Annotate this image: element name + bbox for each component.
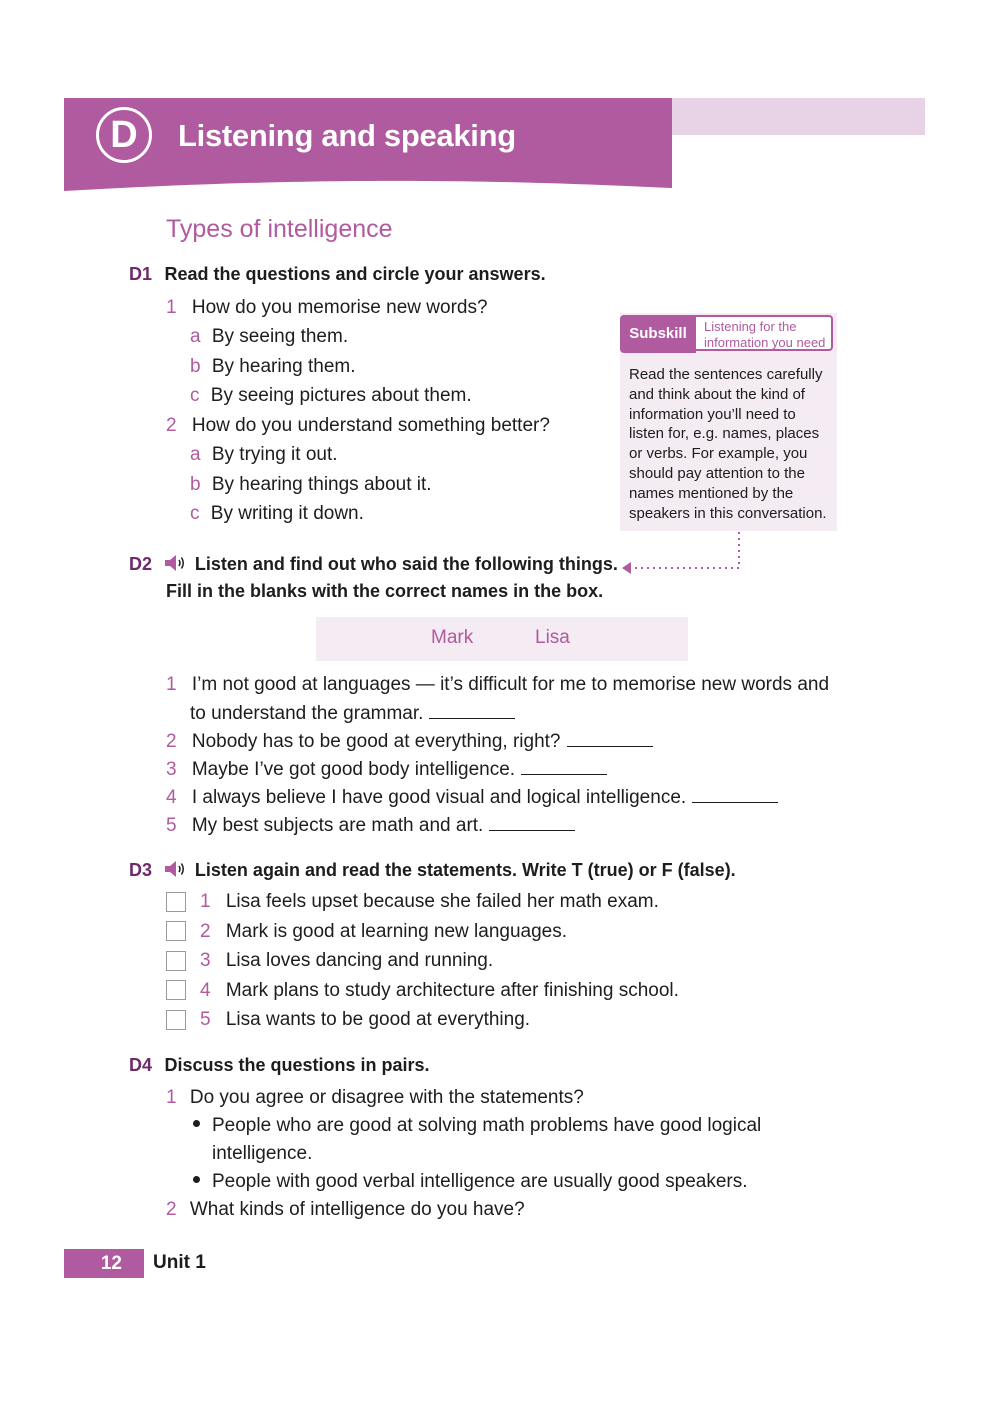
page-title: Listening and speaking — [178, 118, 516, 153]
question-text: What kinds of intelligence do you have? — [189, 1199, 525, 1220]
item-number: 2 — [200, 921, 211, 942]
subskill-text-line: information you’ll need to — [629, 405, 796, 423]
name-box — [316, 617, 688, 661]
d4-title: Discuss the questions in pairs. — [164, 1055, 430, 1075]
item-text: My best subjects are math and art. — [191, 815, 484, 836]
d3-title: Listen again and read the statements. Write T (true) or F (false). — [194, 860, 736, 880]
option-text: By hearing them. — [211, 356, 356, 377]
speaker-icon[interactable] — [164, 859, 186, 879]
d3-item — [200, 1009, 530, 1031]
option-letter: c — [190, 503, 200, 524]
bullet-text: People with good verbal intelligence are usually good speakers. — [212, 1171, 748, 1192]
d3-item — [200, 950, 493, 972]
d4-question — [166, 1087, 584, 1109]
subskill-text-line: names mentioned by the — [629, 484, 794, 502]
subskill-text-line: Read the sentences carefully — [629, 366, 823, 383]
answer-blank[interactable] — [521, 758, 607, 775]
question-number: 2 — [166, 1199, 177, 1220]
answer-blank[interactable] — [489, 814, 575, 831]
name-option: Lisa — [535, 627, 570, 648]
d1-question — [166, 297, 488, 319]
d4-number: D4 — [129, 1055, 153, 1075]
unit-label: Unit 1 — [153, 1252, 206, 1273]
d4-question — [166, 1199, 525, 1221]
item-number: 1 — [166, 674, 177, 695]
option-letter: b — [190, 356, 201, 377]
option-text: By hearing things about it. — [211, 474, 432, 495]
d4-heading — [129, 1055, 430, 1076]
subskill-text-line: speakers in this conversation. — [629, 504, 827, 522]
d2-item — [166, 814, 575, 837]
item-text: Lisa feels upset because she failed her math exam. — [225, 891, 659, 912]
subskill-label-line: Listening for the — [704, 319, 797, 334]
d2-item — [166, 730, 653, 753]
answer-blank[interactable] — [429, 702, 515, 719]
item-text: Lisa wants to be good at everything. — [225, 1009, 531, 1030]
subskill-tag: Subskill — [620, 315, 696, 353]
item-text: Lisa loves dancing and running. — [225, 950, 494, 971]
item-text: I always believe I have good visual and logical intelligence. — [191, 787, 687, 808]
option-letter: b — [190, 474, 201, 495]
d3-item — [200, 921, 567, 943]
d3-number: D3 — [129, 860, 153, 880]
item-number: 4 — [200, 980, 211, 1001]
answer-blank[interactable] — [692, 786, 778, 803]
item-number: 5 — [200, 1009, 211, 1030]
d4-bullet — [193, 1115, 761, 1137]
d1-title: Read the questions and circle your answers. — [164, 264, 546, 284]
d4-bullet-continued — [212, 1143, 312, 1165]
subskill-text-line: listen for, e.g. names, places — [629, 425, 820, 443]
answer-checkbox[interactable] — [166, 921, 186, 941]
item-number: 3 — [166, 759, 177, 780]
d1-option[interactable] — [190, 326, 348, 348]
d1-option[interactable] — [190, 385, 472, 407]
answer-checkbox[interactable] — [166, 1010, 186, 1030]
subskill-text-line: should pay attention to the — [629, 464, 805, 482]
item-text: Mark plans to study architecture after finishing school. — [225, 980, 679, 1001]
d2-title: Listen and find out who said the following things. — [194, 554, 618, 574]
page-subtitle: Types of intelligence — [166, 215, 393, 243]
question-number: 1 — [166, 297, 177, 318]
answer-checkbox[interactable] — [166, 980, 186, 1000]
d1-number: D1 — [129, 264, 153, 284]
option-text: By seeing pictures about them. — [210, 385, 472, 406]
d1-question — [166, 415, 550, 437]
option-letter: a — [190, 326, 201, 347]
d2-item — [166, 758, 607, 781]
option-text: By trying it out. — [211, 444, 338, 465]
d2-item — [166, 674, 829, 696]
answer-blank[interactable] — [567, 730, 653, 747]
option-text: By writing it down. — [210, 503, 364, 524]
d3-item — [200, 980, 679, 1002]
option-letter: a — [190, 444, 201, 465]
subskill-text — [629, 365, 834, 523]
item-number: 2 — [166, 731, 177, 752]
d1-option[interactable] — [190, 444, 338, 466]
bullet-icon — [193, 1120, 200, 1127]
item-text: Nobody has to be good at everything, right? — [191, 731, 561, 752]
item-number: 5 — [166, 815, 177, 836]
d3-item — [200, 891, 659, 913]
bullet-icon — [193, 1176, 200, 1183]
d1-option[interactable] — [190, 474, 432, 496]
subskill-text-line: or verbs. For example, you — [629, 445, 808, 463]
item-text: Mark is good at learning new languages. — [225, 921, 568, 942]
d3-heading — [129, 859, 736, 881]
item-number: 1 — [200, 891, 211, 912]
item-text: to understand the grammar. — [190, 703, 424, 724]
option-text: By seeing them. — [211, 326, 349, 347]
question-number: 2 — [166, 415, 177, 436]
subskill-text-line: and think about the kind of — [629, 385, 805, 403]
d2-heading — [129, 553, 618, 575]
section-letter-badge: D — [96, 107, 152, 163]
d4-bullet — [193, 1171, 748, 1193]
speaker-icon[interactable] — [164, 553, 186, 573]
question-text: Do you agree or disagree with the statements? — [189, 1087, 584, 1108]
d2-title-line2: Fill in the blanks with the correct names in the box. — [166, 581, 604, 601]
item-number: 4 — [166, 787, 177, 808]
answer-checkbox[interactable] — [166, 892, 186, 912]
subskill-label — [696, 315, 833, 351]
d2-item-continued — [190, 702, 515, 725]
dotted-connector-arrow — [620, 530, 745, 578]
item-number: 3 — [200, 950, 211, 971]
page-number: 12 — [64, 1249, 144, 1278]
subskill-label-line: information you need — [704, 335, 826, 350]
bullet-text: intelligence. — [212, 1143, 313, 1164]
d1-option[interactable] — [190, 356, 356, 378]
d2-item — [166, 786, 778, 809]
question-number: 1 — [166, 1087, 177, 1108]
d1-option[interactable] — [190, 503, 364, 525]
answer-checkbox[interactable] — [166, 951, 186, 971]
question-text: How do you understand something better? — [191, 415, 550, 436]
d2-number: D2 — [129, 554, 153, 574]
bullet-text: People who are good at solving math problems have good logical — [212, 1115, 762, 1136]
item-text: Maybe I’ve got good body intelligence. — [191, 759, 516, 780]
d1-heading — [129, 264, 546, 285]
question-text: How do you memorise new words? — [191, 297, 488, 318]
name-option: Mark — [431, 627, 474, 648]
item-text: I’m not good at languages — it’s difficult for me to memorise new words and — [191, 674, 830, 695]
option-letter: c — [190, 385, 200, 406]
header-strip — [672, 98, 925, 135]
